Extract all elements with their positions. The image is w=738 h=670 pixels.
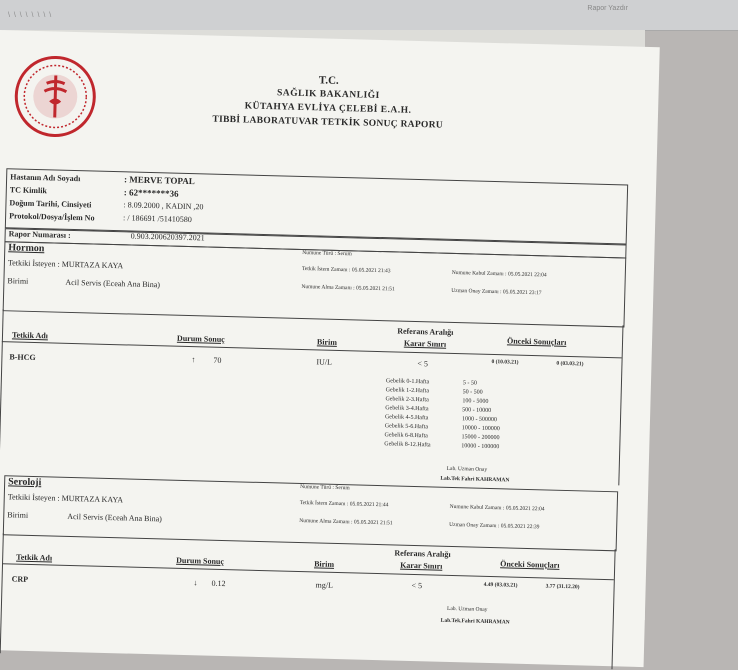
seroloji-unit-value: Acil Servis (Eceah Ana Bina) [67, 511, 163, 524]
hormon-ref-value: < 5 [417, 359, 429, 369]
seroloji-sign-line2: Lab.Tek.Fahri KAHRAMAN [440, 617, 510, 626]
hormon-col-test: Tetkik Adı [11, 330, 49, 341]
hormon-section-title: Hormon [8, 242, 45, 255]
hormon-requester: Tetkiki İsteyen : MURTAZA KAYA [7, 258, 124, 271]
lab-report-sheet [0, 30, 660, 667]
hormon-col-unit: Birim [316, 337, 338, 347]
hormon-approve-time: Uzman Onay Zamanı : 05.05.2021 23:17 [451, 287, 542, 297]
ref-row-label: Gebelik 2-3.Hafta [385, 396, 429, 404]
header-report-title: TIBBİ LABORATUVAR TETKİK SONUÇ RAPORU [212, 114, 444, 131]
hormon-col-prev: Önceki Sonuçları [506, 336, 567, 347]
ref-row-label: Gebelik 4-5.Hafta [384, 414, 429, 422]
seroloji-col-test: Tetkik Adı [16, 552, 53, 563]
hormon-result-flag: ↑ [191, 355, 196, 365]
seroloji-col-prev: Önceki Sonuçları [500, 559, 560, 570]
hormon-sign-line2: Lab.Tek Fahri KAHRAMAN [440, 475, 510, 484]
seroloji-accept-time: Numune Kabul Zamanı : 05.05.2021 22:04 [449, 503, 545, 513]
ministry-of-health-logo [13, 54, 97, 138]
seroloji-col-ref2: Karar Sınırı [400, 560, 443, 571]
patient-name-value: : MERVE TOPAL [124, 174, 195, 187]
ref-row-label: Gebelik 1-2.Hafta [385, 387, 430, 395]
hormon-col-result: Durum Sonuç [176, 333, 225, 344]
seroloji-test-name: CRP [11, 574, 29, 584]
header-ministry: SAĞLIK BAKANLIĞI [276, 88, 380, 101]
patient-name-label: Hastanın Adı Soyadı [10, 172, 81, 184]
birth-value: : 8.09.2000 , KADIN ,20 [123, 200, 204, 212]
ref-row-range: 100 - 5000 [462, 398, 489, 405]
seroloji-right-border [611, 549, 615, 669]
protocol-label: Protokol/Dosya/İşlem No [9, 211, 95, 223]
hormon-unit-label: Birimi [7, 276, 29, 286]
hormon-left-border [0, 309, 4, 469]
ref-row-range: 50 - 500 [462, 389, 483, 396]
ref-row-range: 10000 - 100000 [461, 425, 500, 433]
ref-row-range: 5 - 50 [462, 380, 477, 387]
ref-row-range: 1000 - 500000 [461, 416, 498, 424]
seroloji-result-value: 0.12 [211, 578, 226, 589]
birth-label: Doğum Tarihi, Cinsiyeti [9, 198, 92, 210]
hormon-col-ref2: Karar Sınırı [403, 338, 447, 349]
seroloji-prev-2: 3.77 (31.12.20) [545, 583, 580, 591]
hormon-sign-line1: Lab. Uzman Onay [446, 465, 488, 473]
ref-row-range: 15000 - 200000 [461, 434, 500, 442]
tc-label: TC Kimlik [9, 185, 48, 196]
report-number-label: Rapor Numarası : [8, 229, 71, 240]
report-number-value: 0.903.200620397.2021 [130, 231, 205, 243]
seroloji-section-title: Seroloji [8, 476, 42, 489]
seroloji-ref-value: < 5 [411, 580, 423, 591]
window-path-text: \ \ \ \ \ \ \ \ [8, 12, 53, 19]
ref-row-label: Gebelik 8-12.Hafta [384, 441, 431, 449]
seroloji-unit-label: Birimi [7, 510, 29, 520]
screen-top-bar [0, 0, 738, 31]
report-header [128, 68, 529, 134]
print-report-link[interactable]: Rapor Yazdır [587, 5, 628, 12]
seroloji-sample-type: Numune Türü : Serum [300, 484, 350, 492]
hormon-prev-1: 0 (10.03.21) [491, 358, 519, 366]
seroloji-sign-line1: Lab. Uzman Onay [446, 605, 488, 613]
hormon-accept-time: Numune Kabul Zamanı : 05.05.2021 22:04 [451, 269, 547, 279]
ref-row-label: Gebelik 3-4.Hafta [385, 405, 429, 413]
ref-row-label: Gebelik 6-8.Hafta [384, 432, 428, 440]
document-viewer [0, 30, 645, 626]
hormon-sample-type: Numune Türü : Serum [302, 249, 352, 258]
seroloji-requester: Tetkiki İsteyen : MURTAZA KAYA [7, 492, 124, 505]
hormon-test-name: B-HCG [9, 352, 36, 363]
ref-row-label: Gebelik 0-1.Hafta [385, 378, 430, 386]
seroloji-col-result: Durum Sonuç [176, 555, 225, 567]
seroloji-col-ref1: Referans Aralığı [394, 548, 451, 559]
hormon-result-value: 70 [213, 355, 222, 365]
seroloji-sample-time: Numune Alma Zamanı : 05.05.2021 21:51 [299, 518, 393, 527]
hormon-sample-time: Numune Alma Zamanı : 05.05.2021 21:51 [301, 283, 395, 293]
seroloji-unit: mg/L [315, 580, 334, 590]
ref-row-range: 500 - 10000 [462, 407, 492, 414]
tc-value: : 62*******36 [123, 187, 179, 199]
seroloji-prev-1: 4.49 (03.03.21) [483, 581, 518, 589]
seroloji-left-border [0, 533, 4, 653]
ref-row-label: Gebelik 5-6.Hafta [384, 423, 429, 431]
hormon-request-time: Tetkik İstem Zamanı : 05.05.2021 21:43 [301, 265, 391, 275]
hormon-prev-2: 0 (03.03.21) [556, 360, 584, 368]
header-hospital: KÜTAHYA EVLİYA ÇELEBİ E.A.H. [244, 101, 412, 116]
seroloji-request-time: Tetkik İstem Zamanı : 05.05.2021 21:44 [299, 500, 389, 509]
header-tc: T.C. [318, 74, 339, 87]
seroloji-approve-time: Uzman Onay Zamanı : 05.05.2021 22:39 [449, 521, 540, 531]
seroloji-result-flag: ↓ [193, 578, 198, 588]
seroloji-col-unit: Birim [314, 559, 335, 569]
hormon-col-ref1: Referans Aralığı [397, 326, 454, 337]
hormon-unit: IU/L [316, 357, 333, 367]
hormon-right-border [618, 325, 623, 485]
protocol-value: : / 186691 /51410580 [123, 213, 192, 225]
ref-row-range: 10000 - 100000 [461, 443, 500, 451]
hormon-unit-value: Acil Servis (Eceah Ana Bina) [65, 277, 161, 290]
